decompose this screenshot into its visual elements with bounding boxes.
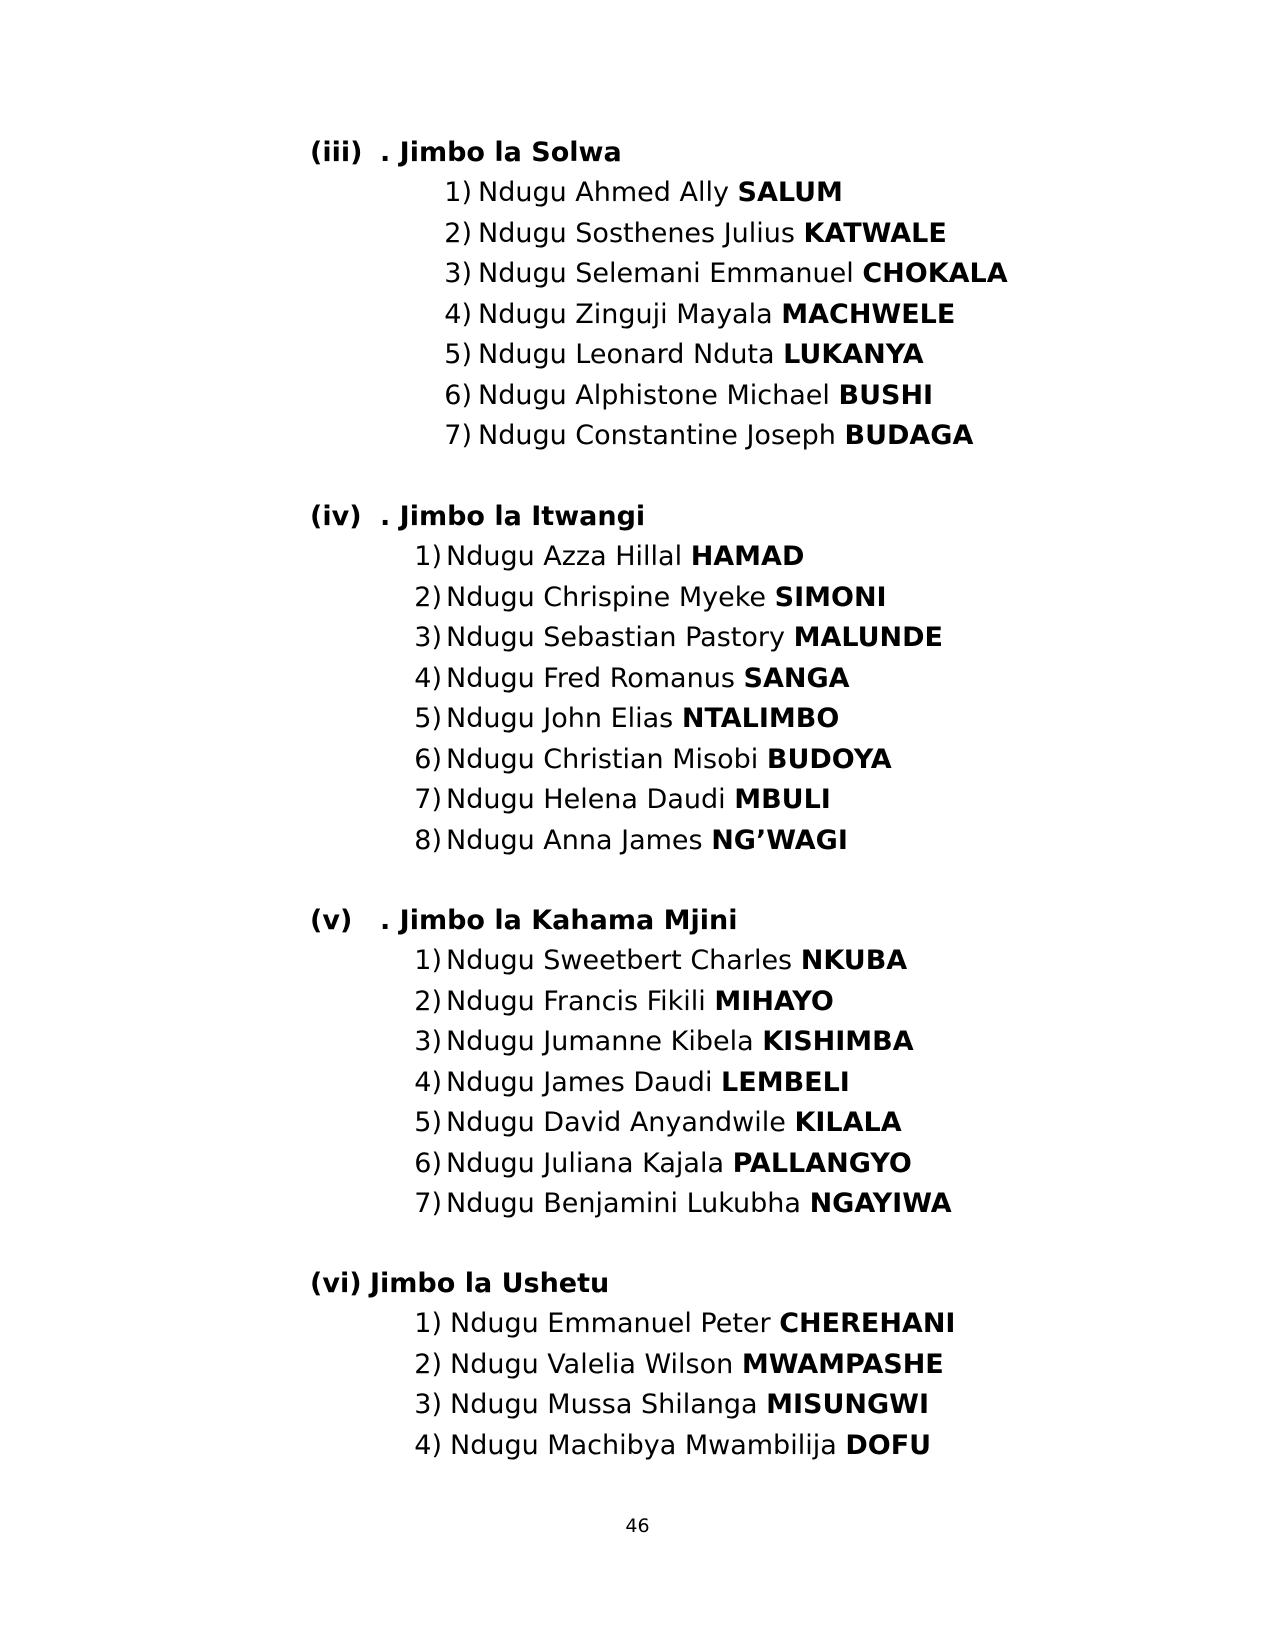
section-separator: . [380, 137, 391, 168]
candidate-name: Ndugu Ahmed Ally [478, 177, 729, 208]
list-item [407, 618, 1210, 659]
section-numeral: (vi) [310, 1268, 362, 1299]
candidate-name: Ndugu David Anyandwile [446, 1107, 786, 1138]
candidate-surname: MACHWELE [781, 298, 956, 330]
candidate-name: Ndugu Sweetbert Charles [446, 945, 793, 976]
list-item [407, 1426, 1210, 1467]
candidate-list [310, 1304, 1210, 1466]
list-item [407, 1022, 1210, 1063]
section-heading [310, 901, 1210, 941]
item-number: 5) [414, 1107, 442, 1138]
candidate-list [310, 173, 1210, 457]
candidate-surname: MIHAYO [714, 985, 834, 1017]
item-number: 5) [414, 703, 442, 734]
candidate-name: Ndugu Anna James [446, 824, 703, 856]
list-item [407, 780, 1210, 821]
list-item [437, 173, 1210, 214]
candidate-surname: SANGA [743, 662, 850, 694]
candidate-surname: MWAMPASHE [741, 1348, 944, 1380]
section-jimbo-la-kahama-mjini [310, 901, 1210, 1225]
candidate-name: Ndugu Sebastian Pastory [446, 622, 785, 653]
item-number: 8) [414, 824, 442, 856]
candidate-name: Ndugu Emmanuel Peter [450, 1308, 771, 1339]
section-jimbo-la-solwa [310, 133, 1210, 457]
candidate-surname: NKUBA [800, 945, 908, 976]
candidate-name: Ndugu Chrispine Myeke [446, 581, 767, 613]
list-item [407, 982, 1210, 1023]
candidate-surname: KILALA [794, 1107, 902, 1138]
section-separator: . [380, 905, 391, 936]
page-number: 46 [625, 1515, 650, 1537]
candidate-name: Ndugu Helena Daudi [446, 784, 726, 815]
section-title: Jimbo la Kahama Mjini [399, 905, 738, 936]
item-number: 2) [414, 985, 442, 1017]
section-numeral: (iv) [310, 501, 362, 532]
list-item [407, 1304, 1210, 1345]
candidate-name: Ndugu Francis Fikili [446, 985, 706, 1017]
list-item [407, 659, 1210, 700]
candidate-surname: CHEREHANI [779, 1308, 956, 1339]
candidate-name: Ndugu Leonard Nduta [478, 339, 775, 370]
section-title: Jimbo la Solwa [399, 137, 622, 168]
list-item [407, 821, 1210, 862]
list-item [407, 941, 1210, 982]
candidate-surname: MBULI [734, 784, 831, 815]
candidate-name: Ndugu Sosthenes Julius [478, 217, 795, 249]
item-number: 1) [414, 945, 442, 976]
item-number: 4) [414, 662, 442, 694]
item-number: 4) [414, 1066, 442, 1098]
item-number: 7) [414, 1188, 442, 1219]
item-number: 2) [414, 1348, 442, 1380]
candidate-surname: NGAYIWA [809, 1188, 952, 1219]
candidate-name: Ndugu John Elias [446, 703, 674, 734]
list-item [407, 578, 1210, 619]
list-item [437, 416, 1210, 457]
candidate-surname: DOFU [845, 1429, 932, 1461]
section-jimbo-la-ushetu [310, 1264, 1210, 1466]
candidate-surname: LEMBELI [721, 1066, 850, 1098]
section-separator: . [380, 501, 391, 532]
item-number: 6) [444, 379, 472, 411]
candidate-list [310, 537, 1210, 861]
candidate-surname: NTALIMBO [681, 703, 840, 734]
list-item [407, 1103, 1210, 1144]
candidate-name: Ndugu Juliana Kajala [446, 1147, 725, 1179]
candidate-name: Ndugu Valelia Wilson [450, 1348, 734, 1380]
candidate-name: Ndugu Selemani Emmanuel [478, 258, 854, 289]
list-item [437, 335, 1210, 376]
candidate-name: Ndugu Machibya Mwambilija [450, 1429, 837, 1461]
section-jimbo-la-itwangi [310, 497, 1210, 861]
item-number: 2) [444, 217, 472, 249]
list-item [407, 1063, 1210, 1104]
candidate-surname: MALUNDE [793, 622, 943, 653]
candidate-name: Ndugu James Daudi [446, 1066, 713, 1098]
candidate-surname: KATWALE [803, 217, 947, 249]
item-number: 2) [414, 581, 442, 613]
section-heading [310, 133, 1210, 173]
candidate-surname: PALLANGYO [732, 1147, 912, 1179]
candidate-surname: BUSHI [838, 379, 934, 411]
list-item [407, 740, 1210, 781]
list-item [407, 699, 1210, 740]
candidate-name: Ndugu Fred Romanus [446, 662, 735, 694]
candidate-surname: SALUM [737, 177, 843, 208]
section-title: Jimbo la Ushetu [370, 1268, 610, 1299]
item-number: 1) [414, 1308, 442, 1339]
list-item [437, 214, 1210, 255]
candidate-surname: BUDOYA [766, 743, 892, 775]
item-number: 7) [444, 420, 472, 451]
candidate-name: Ndugu Zinguji Mayala [478, 298, 773, 330]
candidate-surname: LUKANYA [783, 339, 924, 370]
section-numeral: (v) [310, 905, 353, 936]
candidate-surname: SIMONI [774, 581, 887, 613]
item-number: 1) [414, 541, 442, 572]
list-item [407, 1144, 1210, 1185]
list-item [407, 1184, 1210, 1225]
item-number: 3) [414, 622, 442, 653]
item-number: 1) [444, 177, 472, 208]
item-number: 3) [414, 1389, 442, 1420]
list-item [437, 254, 1210, 295]
item-number: 3) [444, 258, 472, 289]
candidate-surname: BUDAGA [844, 420, 974, 451]
list-item [407, 1345, 1210, 1386]
item-number: 6) [414, 1147, 442, 1179]
item-number: 5) [444, 339, 472, 370]
section-numeral: (iii) [310, 137, 363, 168]
candidate-list [310, 941, 1210, 1225]
candidate-name: Ndugu Azza Hillal [446, 541, 683, 572]
list-item [407, 1385, 1210, 1426]
candidate-surname: NG’WAGI [711, 824, 848, 856]
section-title: Jimbo la Itwangi [399, 501, 646, 532]
item-number: 3) [414, 1026, 442, 1057]
candidate-name: Ndugu Constantine Joseph [478, 420, 836, 451]
candidate-surname: MISUNGWI [766, 1389, 930, 1420]
candidate-name: Ndugu Alphistone Michael [478, 379, 830, 411]
candidate-name: Ndugu Mussa Shilanga [450, 1389, 758, 1420]
item-number: 4) [444, 298, 472, 330]
item-number: 4) [414, 1429, 442, 1461]
candidate-surname: CHOKALA [862, 258, 1008, 289]
candidate-surname: KISHIMBA [762, 1026, 914, 1057]
item-number: 7) [414, 784, 442, 815]
candidate-name: Ndugu Jumanne Kibela [446, 1026, 754, 1057]
list-item [407, 537, 1210, 578]
candidate-surname: HAMAD [690, 541, 805, 572]
list-item [437, 376, 1210, 417]
list-item [437, 295, 1210, 336]
item-number: 6) [414, 743, 442, 775]
section-heading [310, 1264, 1210, 1304]
candidate-name: Ndugu Benjamini Lukubha [446, 1188, 801, 1219]
candidate-name: Ndugu Christian Misobi [446, 743, 759, 775]
section-heading [310, 497, 1210, 537]
